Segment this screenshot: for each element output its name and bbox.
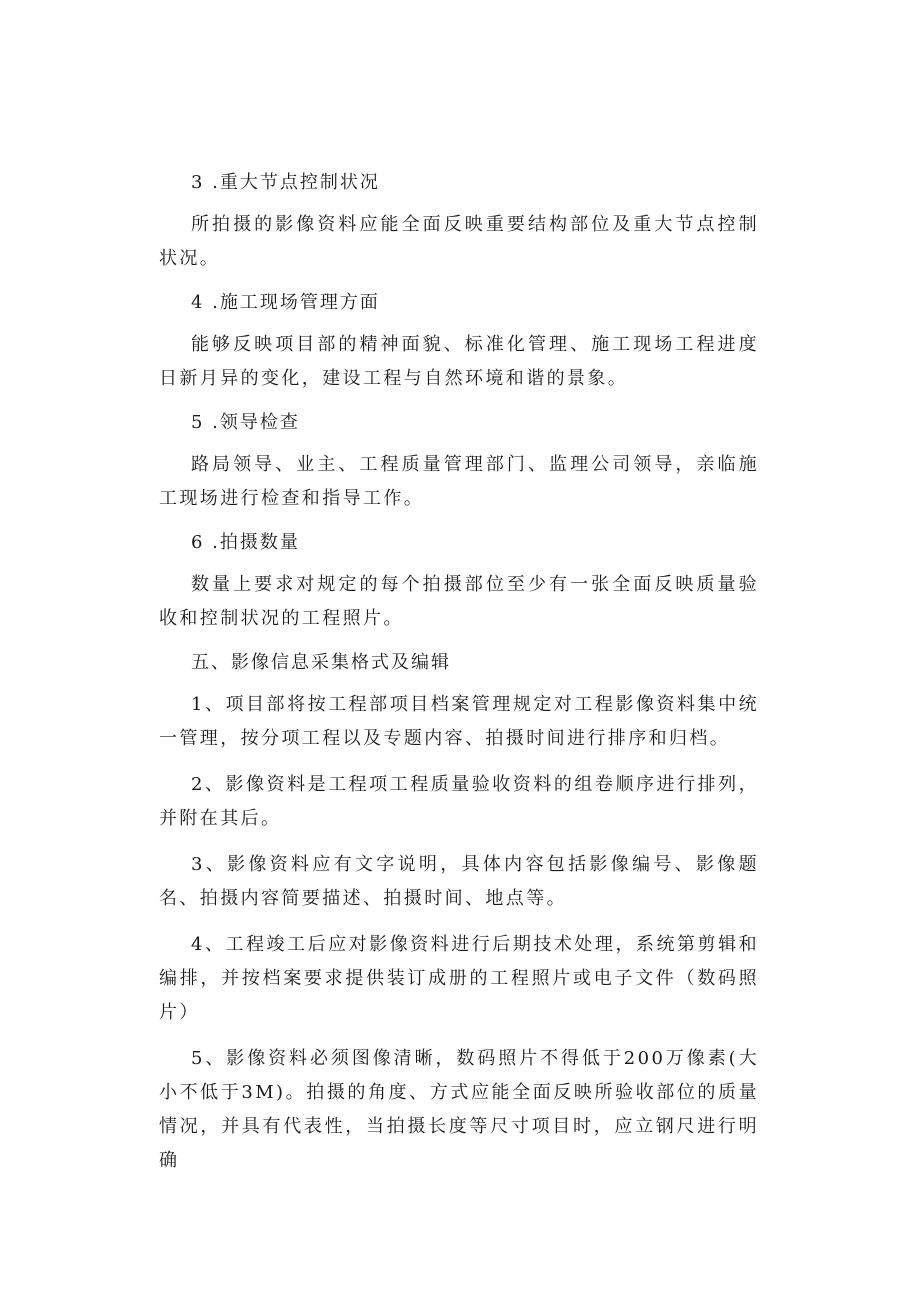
document-body [159,166,759,1190]
item-2: 2、影像资料是工程项工程质量验收资料的组卷顺序进行排列，并附在其后。 [159,774,759,829]
chapter-heading-5: 五、影像信息采集格式及编辑 [191,652,451,673]
item-5: 5、影像资料必须图像清晰，数码照片不得低于200万像素(大小不低于3M)。拍摄的角度、方式应能全面反映所验收部位的质量情况，并具有代表性，当拍摄长度等尺寸项目时，应立钢尺进行明确 [159,1048,759,1171]
section-heading-4: 4 .施工现场管理方面 [191,292,380,313]
item-1: 1、项目部将按工程部项目档案管理规定对工程影像资料集中统一管理，按分项工程以及专题内容、拍摄时间进行排序和归档。 [159,694,759,749]
item-3: 3、影像资料应有文字说明，具体内容包括影像编号、影像题名、拍摄内容简要描述、拍摄时间、地点等。 [159,854,759,909]
paragraph-6: 数量上要求对规定的每个拍摄部位至少有一张全面反映质量验收和控制状况的工程照片。 [159,574,759,629]
paragraph-3: 所拍摄的影像资料应能全面反映重要结构部位及重大节点控制状况。 [159,214,759,269]
section-heading-6: 6 .拍摄数量 [191,532,300,553]
paragraph-5: 路局领导、业主、工程质量管理部门、监理公司领导，亲临施工现场进行检查和指导工作。 [159,454,759,509]
section-heading-3: 3 .重大节点控制状况 [191,172,380,193]
paragraph-4: 能够反映项目部的精神面貌、标准化管理、施工现场工程进度日新月异的变化，建设工程与自然环境和谐的景象。 [159,334,759,389]
section-heading-5: 5 .领导检查 [191,412,300,433]
item-4: 4、工程竣工后应对影像资料进行后期技术处理，系统第剪辑和编排，并按档案要求提供装订成册的工程照片或电子文件（数码照片） [159,934,759,1023]
